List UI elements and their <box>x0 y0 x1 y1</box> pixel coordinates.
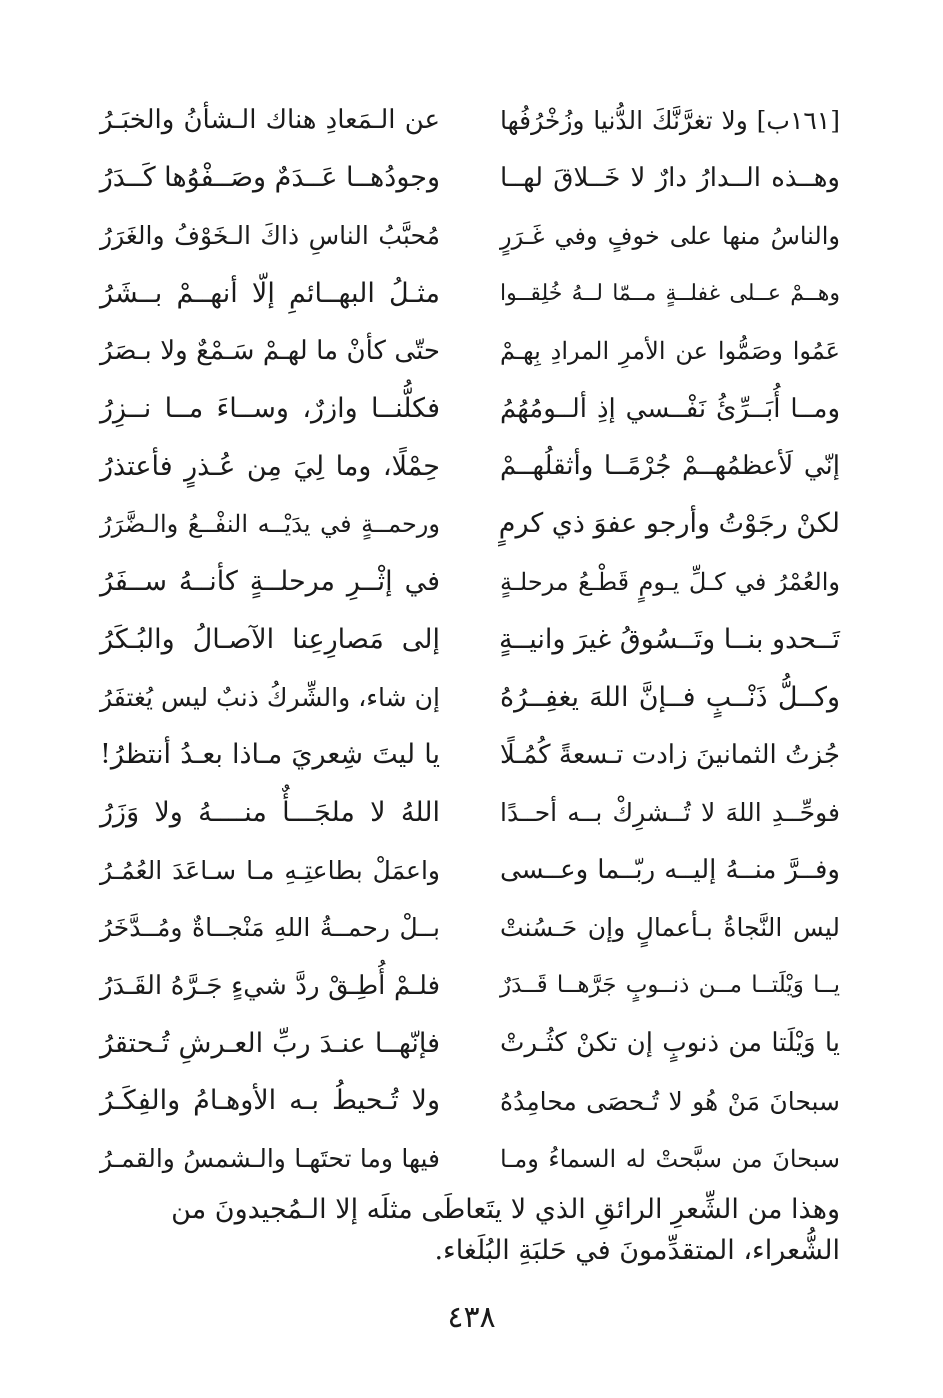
verse-first-hemistich: يــا وَيْلَتــا مــن ذنــوبٍ جَرَّهــا قَــدَرٌ <box>500 972 840 999</box>
verse-first-hemistich: سبحانَ من سبَّحتْ له السماءُ ومـا <box>500 1144 840 1173</box>
verse-row <box>100 92 840 150</box>
verse-first-hemistich: وهــمْ عــلى غفلــةٍ مــمّا لــهُ خُلِقــوا <box>500 280 840 306</box>
verse-second-hemistich: حتّى كأنْ ما لهـمْ سَـمْعٌ ولا بـصَرُ <box>100 336 440 366</box>
verse-first-hemistich: جُزتُ الثمانينَ زادت تـسعةً كُمُـلًا <box>500 739 840 770</box>
verse-second-hemistich: اللهُ لا ملجَـــأٌ منــــهُ ولا وَزَرُ <box>100 796 440 828</box>
verse-first-hemistich: [١٦١ب] ولا تغرَّنَّكَ الدُّنيا وزُخْرُفُها <box>500 105 840 135</box>
page-number: ٤٣٨ <box>447 1300 496 1335</box>
prose-paragraph: وهذا من الشِّعرِ الرائقِ الذي لا يتَعاطَى مثلَه إلا الـمُجيدونَ من الشُّعراء، المتقدِّمونَ في حَلبَةِ البُلَغاء. <box>171 1194 840 1266</box>
verse-second-hemistich: مُحبَّبُ الناسِ ذاكَ الـخَوْفُ والغَرَرُ <box>100 221 440 251</box>
verse-second-hemistich: إلى مَصارِعِنا الآصـالُ والبُـكَرُ <box>100 623 440 655</box>
verse-first-hemistich: إنّي لَأعظمُهــمْ جُرْمًــا وأثقلُهــمْ <box>500 451 840 482</box>
verse-row <box>100 900 840 958</box>
verse-row <box>100 380 840 438</box>
verse-row <box>100 611 840 669</box>
verse-second-hemistich: واعمَلْ بطاعتِـهِ مـا سـاعَدَ العُمُـرُ <box>100 855 440 885</box>
verse-second-hemistich: فكلُّنــا وازرٌ، وســاءَ مــا نــزِرُ <box>100 393 440 425</box>
verse-second-hemistich: ورحمــةٍ في يدَيْــه النفْــعُ والـضَّرَرُ <box>100 510 440 539</box>
verse-first-hemistich: عَمُوا وصَمُّوا عن الأمرِ المرادِ بِهـمْ <box>500 337 840 366</box>
verse-row <box>100 669 840 727</box>
verse-first-hemistich: ومــا أُبَــرِّئُ نَفْــسي إذِ ألــومُهُمُ <box>500 393 840 424</box>
verse-second-hemistich: في إثْــرِ مرحلــةٍ كأنــهُ ســفَرُ <box>100 566 440 598</box>
verse-second-hemistich: وجودُهــا عَــدَمٌ وصَــفْوُها كَــدَرُ <box>99 162 440 194</box>
verse-row <box>100 957 840 1015</box>
verse-row <box>100 438 840 496</box>
verse-first-hemistich: لكنْ رجَوْتُ وأرجو عفوَ ذي كرمٍ <box>498 508 840 540</box>
verse-first-hemistich: والناسُ منها على خوفٍ وفي غَـرَرٍ <box>500 221 840 250</box>
verse-first-hemistich: وفــرَّ منــهُ إليــه ربّــما وعــسى <box>500 855 840 886</box>
verse-second-hemistich: فيها وما تحتَهـا والـشمسُ والقمـرُ <box>100 1144 440 1174</box>
verse-row <box>100 150 840 208</box>
verse-row <box>100 842 840 900</box>
verse-row <box>100 727 840 785</box>
verse-row <box>100 496 840 554</box>
verse-first-hemistich: وهــذه الــدارُ دارٌ لا خَــلاقَ لهــا <box>500 162 840 193</box>
verse-second-hemistich: مثـلُ البهــائمِ إلّا أنهــمْ بــشَرُ <box>100 277 440 309</box>
poem-block <box>100 92 840 1188</box>
verse-row <box>100 1130 840 1188</box>
verse-row <box>100 207 840 265</box>
verse-second-hemistich: حِمْلًا، وما لِيَ مِن عُـذرٍ فأعتذرُ <box>100 450 440 482</box>
verse-first-hemistich: وكــلُّ ذَنْــبٍ فــإنَّ اللهَ يغفِــرُهُ <box>500 681 840 713</box>
verse-row <box>100 784 840 842</box>
verse-first-hemistich: فوحِّــدِ اللهَ لا تُــشرِكْ بــه أحــدًا <box>500 798 840 828</box>
verse-second-hemistich: إن شاء، والشِّركُ ذنبٌ ليس يُغتفَرُ <box>100 682 440 712</box>
verse-first-hemistich: ليس النَّجاةُ بـأعمالٍ وإن حَـسُنتْ <box>500 913 840 943</box>
verse-row <box>100 554 840 612</box>
verse-second-hemistich: ولا تُـحيطُ بـه الأوهـامُ والفِكَـرُ <box>100 1085 440 1117</box>
verse-row <box>100 1015 840 1073</box>
verse-second-hemistich: عن الـمَعادِ هناك الـشأنُ والخبَـرُ <box>100 105 440 136</box>
verse-first-hemistich: يا وَيْلَتا من ذنوبٍ إن تكنْ كثُـرتْ <box>500 1028 840 1059</box>
verse-second-hemistich: يا ليتَ شِعريَ مـاذا بعـدُ أنتظرُ! <box>100 739 440 771</box>
verse-first-hemistich: والعُمْرُ في كـلِّ يـومٍ قَطْـعُ مرحلـةٍ <box>500 567 840 596</box>
verse-row <box>100 1073 840 1131</box>
verse-first-hemistich: سبحانَ مَنْ هُو لا تُـحصَى محامِدُهُ <box>500 1086 840 1116</box>
verse-row <box>100 265 840 323</box>
verse-second-hemistich: فإنّهــا عنـدَ ربِّ العـرشِ تُـحتقرُ <box>100 1027 440 1059</box>
verse-row <box>100 323 840 381</box>
verse-first-hemistich: تَــحدو بنــا وتَــسُوقُ غيرَ وانيــةٍ <box>498 623 840 655</box>
verse-second-hemistich: بــلْ رحمــةُ اللهِ مَنْجــاةٌ ومُــدَّخَرُ <box>100 913 440 943</box>
verse-second-hemistich: فلـمْ أُطِـقْ ردَّ شيءٍ جَـرَّهُ القَـدَرُ <box>100 970 440 1001</box>
